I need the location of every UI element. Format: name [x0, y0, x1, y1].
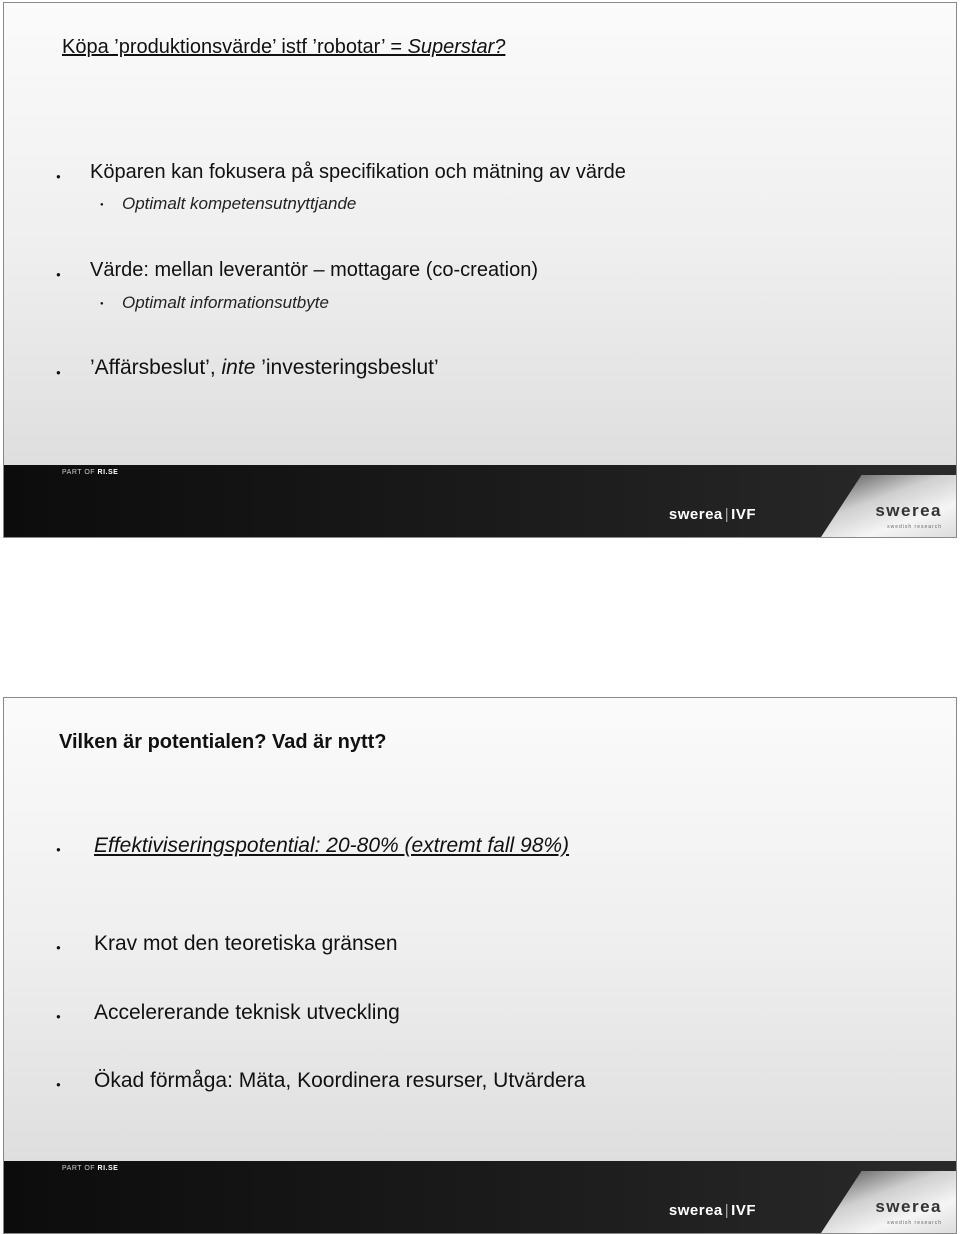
bullet-icon: ● [56, 368, 61, 377]
part-of-label: PART OF RI.SE [62, 1165, 119, 1172]
swerea-tagline: swedish research [887, 524, 942, 530]
bullet-item: Effektiviseringspotential: 20-80% (extremt fall 98%) [94, 834, 570, 857]
swerea-logo: swerea [875, 501, 942, 520]
bullet-item: ’Affärsbeslut’, inte ’investeringsbeslut’ [90, 356, 439, 379]
part-of-label: PART OF RI.SE [62, 469, 119, 476]
bullet-icon: ● [56, 943, 61, 952]
sub-bullet-item: Optimalt informationsutbyte [122, 293, 329, 312]
bullet-icon: ● [56, 1012, 61, 1021]
swerea-ivf-logo: swerea | IVF [668, 1202, 756, 1219]
slide-title: Vilken är potentialen? Vad är nytt? [59, 731, 387, 753]
swerea-ivf-logo: swerea | IVF [668, 506, 756, 523]
slide-footer [4, 1161, 956, 1233]
bullet-icon: ● [56, 845, 61, 854]
slide-footer [4, 465, 956, 537]
swerea-tagline: swedish research [887, 1220, 942, 1226]
bullet-icon: ● [56, 172, 61, 181]
bullet-item: Krav mot den teoretiska gränsen [94, 932, 398, 955]
bullet-item: Värde: mellan leverantör – mottagare (co-creation) [90, 259, 538, 281]
slide-1 [3, 2, 957, 538]
bullet-icon: ● [100, 301, 104, 307]
bullet-icon: ● [100, 202, 104, 208]
bullet-icon: ● [56, 270, 61, 279]
slide-title: Köpa ’produktionsvärde’ istf ’robotar’ = Superstar? [62, 36, 506, 58]
bullet-icon: ● [56, 1080, 61, 1089]
bullet-item: Köparen kan fokusera på specifikation och mätning av värde [90, 161, 626, 183]
bullet-item: Accelererande teknisk utveckling [94, 1001, 400, 1024]
slide-2 [3, 697, 957, 1234]
sub-bullet-item: Optimalt kompetensutnyttjande [122, 194, 357, 213]
swerea-logo: swerea [875, 1197, 942, 1216]
bullet-item: Ökad förmåga: Mäta, Koordinera resurser, Utvärdera [94, 1069, 586, 1092]
